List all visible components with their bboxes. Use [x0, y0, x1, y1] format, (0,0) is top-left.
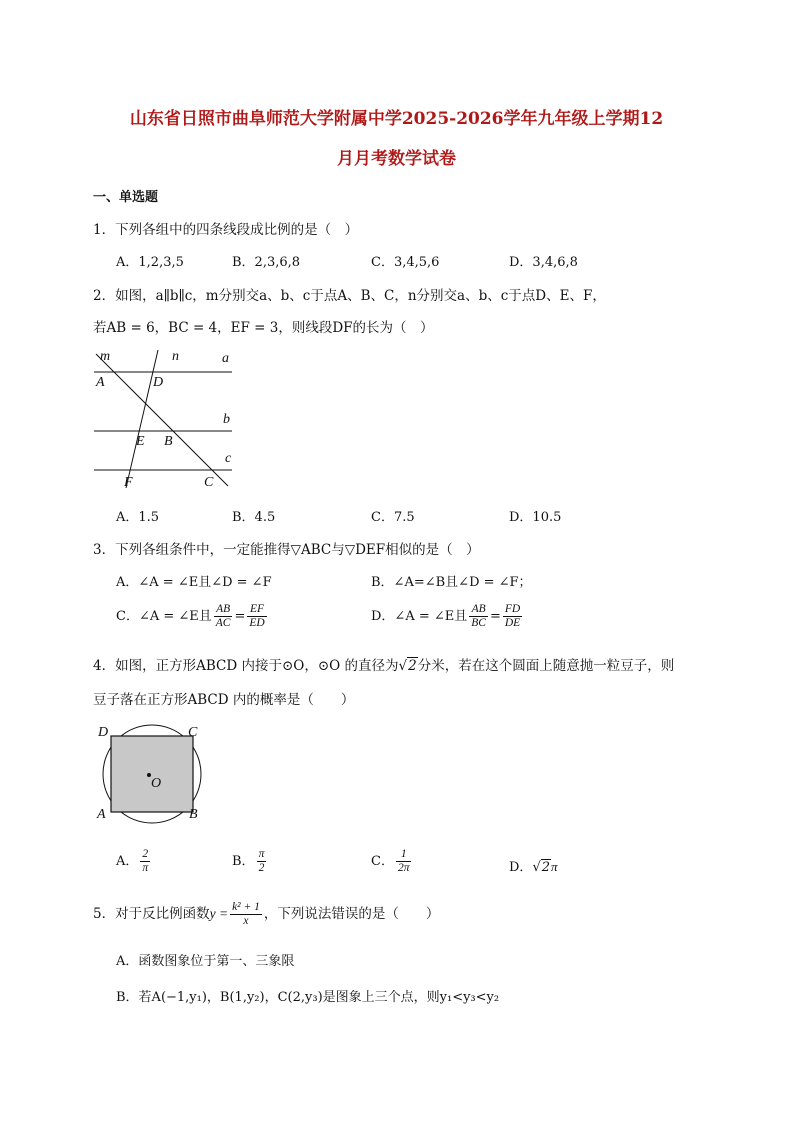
q3-option-d: D．∠A = ∠E且 $\frac{AB}{BC}$ = $\frac{FD}{DE}$: [371, 603, 521, 629]
q2-option-b: B．4.5: [232, 510, 276, 525]
sqrt-2-symbol: √2: [398, 658, 417, 674]
label-C: C: [188, 725, 198, 740]
q2-parallel-lines-figure: [88, 344, 248, 492]
label-b: b: [223, 412, 230, 427]
q2-stem-line-2: 若AB = 6，BC = 4，EF = 3，则线段DF的长为（ ）: [93, 320, 434, 336]
exam-title-line-1: 山东省日照市曲阜师范大学附属中学2025-2026学年九年级上学期12: [129, 109, 664, 129]
q4-stem-line-2: 豆子落在正方形ABCD 内的概率是（ ）: [93, 692, 355, 708]
section-heading: 一、单选题: [93, 190, 159, 205]
label-m: m: [100, 349, 111, 364]
label-E: E: [136, 434, 145, 449]
q3-option-a: A．∠A = ∠E且∠D = ∠F: [116, 575, 272, 590]
label-A: A: [96, 375, 105, 390]
exam-title-line-2: 月月考数学试卷: [337, 149, 456, 169]
q2-option-a: A．1.5: [116, 510, 160, 525]
q4-option-d: D．√2π: [509, 859, 558, 875]
q2-option-d: D．10.5: [509, 510, 562, 525]
label-C: C: [204, 475, 214, 490]
q3-option-c-fraction-2: $\frac{EF}{ED}$: [249, 603, 265, 629]
label-n: n: [172, 349, 179, 364]
line-n: [126, 350, 158, 488]
q1-option-d: D．3,4,6,8: [509, 255, 578, 270]
q1-option-c: C．3,4,5,6: [371, 255, 440, 270]
q4-option-a: A． $\frac{2}{\pi}$: [116, 848, 149, 874]
label-O: O: [151, 776, 162, 791]
q5-stem: 5．对于反比例函数y = $\frac{\text{k² + 1}}{x}$ ，下列说法错误的是（ ）: [93, 901, 440, 927]
q3-option-d-fraction-1: $\frac{AB}{BC}$: [471, 603, 486, 629]
label-D: D: [153, 375, 164, 390]
q4-stem-line-1: 4．如图，正方形ABCD 内接于⊙O，⊙O 的直径为√2分米，若在这个圆面上随意抛一粒豆子，则: [93, 658, 675, 674]
q2-stem-line-1: 2．如图，a∥b∥c，m分别交a、b、c于点A、B、C，n分别交a、b、c于点D、E、F，: [93, 288, 606, 304]
q4-option-b: B． $\frac{\pi}{2}$: [232, 848, 265, 874]
q5-option-b: B．若A(−1,y₁)，B(1,y₂)，C(2,y₃)是图象上三个点，则y₁<y₃<y₂: [116, 990, 500, 1005]
q3-option-c-prefix: C．∠A = ∠E且: [116, 609, 212, 624]
label-B: B: [164, 434, 173, 449]
q5-function-fraction: $\frac{\text{k² + 1}}{x}$: [232, 901, 260, 927]
label-a: a: [222, 351, 229, 366]
label-A: A: [97, 807, 106, 822]
label-D: D: [98, 725, 109, 740]
q4-inscribed-square-figure: [90, 722, 214, 826]
q3-stem: 3．下列各组条件中，一定能推得▽ABC与▽DEF相似的是（ ）: [93, 542, 480, 558]
line-m: [96, 354, 228, 486]
label-c: c: [225, 451, 232, 466]
q1-option-b: B．2,3,6,8: [232, 255, 301, 270]
q4-option-c: C． $\frac{1}{2\pi}$: [371, 848, 410, 874]
square-abcd: [111, 736, 193, 812]
q3-option-d-prefix: D．∠A = ∠E且: [371, 609, 468, 624]
q3-option-c: C．∠A = ∠E且 $\frac{AB}{AC}$ = $\frac{EF}{ED}$: [116, 603, 265, 629]
q3-option-b: B．∠A=∠B且∠D = ∠F；: [371, 575, 532, 590]
q5-option-a: A．函数图象位于第一、三象限: [116, 954, 295, 969]
q1-option-a: A．1,2,3,5: [116, 255, 184, 270]
label-B: B: [189, 807, 198, 822]
q3-option-c-fraction-1: $\frac{AB}{AC}$: [215, 603, 231, 629]
q2-option-c: C．7.5: [371, 510, 415, 525]
label-F: F: [124, 475, 133, 490]
q3-option-d-fraction-2: $\frac{FD}{DE}$: [504, 603, 521, 629]
q1-stem: 1．下列各组中的四条线段成比例的是（ ）: [93, 222, 359, 238]
